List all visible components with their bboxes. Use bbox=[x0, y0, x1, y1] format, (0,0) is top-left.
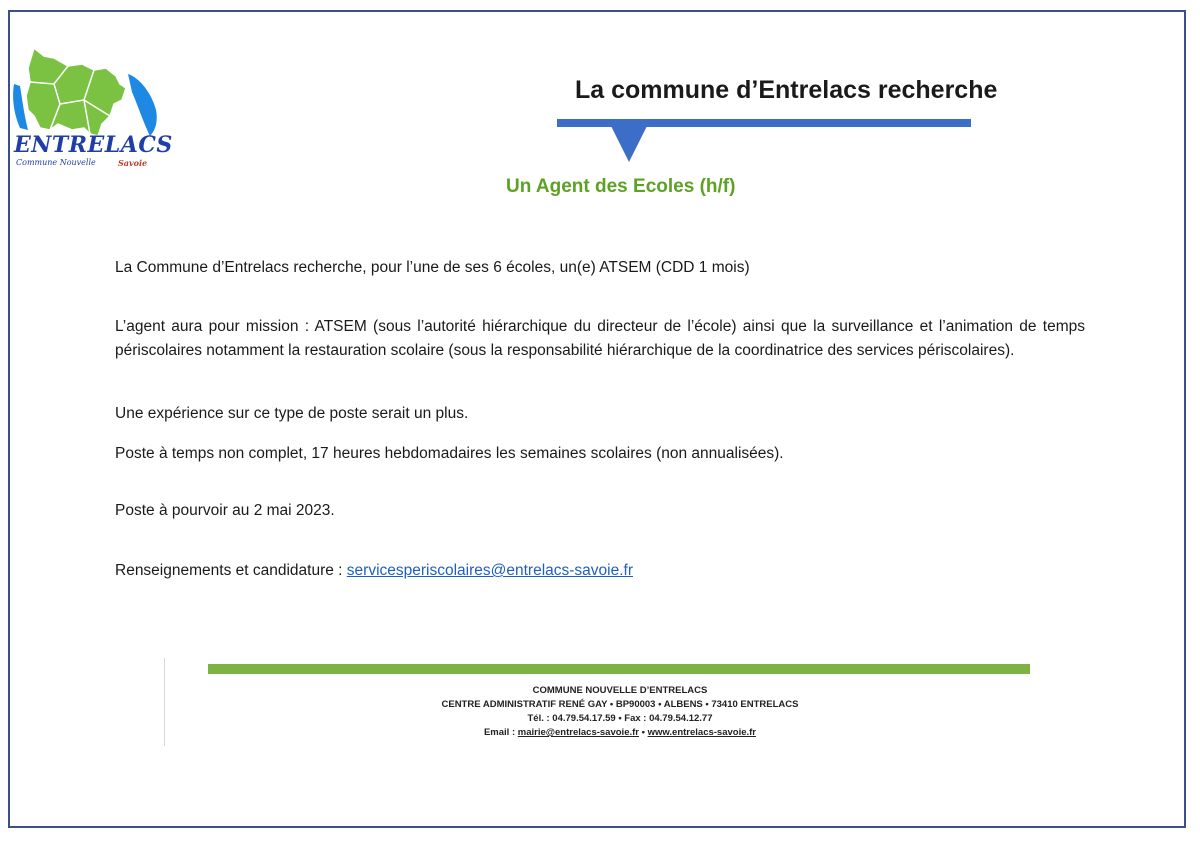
footer-green-bar bbox=[208, 664, 1030, 674]
schedule-paragraph: Poste à temps non complet, 17 heures hebdomadaires les semaines scolaires (non annualisées). bbox=[115, 445, 784, 462]
footer-website-link[interactable]: www.entrelacs-savoie.fr bbox=[647, 727, 757, 738]
mission-paragraph: L’agent aura pour mission : ATSEM (sous l’autorité hiérarchique du directeur de l’école) ainsi que la surveillance et l’animation de temps périscolaires notamment la restauration scolaire (sous la responsabilité hiérarchique de la coordinatrice des services périscolaires). bbox=[115, 318, 1085, 359]
footer-line-2: CENTRE ADMINISTRATIF RENÉ GAY • BP90003 • ALBENS • 73410 ENTRELACS bbox=[441, 699, 799, 710]
entrelacs-logo bbox=[10, 44, 173, 174]
start-date-paragraph: Poste à pourvoir au 2 mai 2023. bbox=[115, 502, 335, 519]
footer-line-3: Tél. : 04.79.54.17.59 • Fax : 04.79.54.12.77 bbox=[527, 713, 713, 724]
experience-paragraph: Une expérience sur ce type de poste serait un plus. bbox=[115, 405, 469, 422]
contact-email-link[interactable]: servicesperiscolaires@entrelacs-savoie.fr bbox=[346, 562, 634, 579]
footer-address-block bbox=[380, 684, 860, 740]
logo-wordmark: ENTRELACS bbox=[14, 132, 173, 158]
title-pointer-icon bbox=[611, 126, 647, 162]
contact-label: Renseignements et candidature : bbox=[115, 562, 347, 579]
map-logo-icon bbox=[10, 44, 162, 144]
job-title: Un Agent des Ecoles (h/f) bbox=[506, 176, 736, 197]
logo-subtitle-left: Commune Nouvelle bbox=[16, 158, 96, 167]
footer-vertical-divider bbox=[164, 658, 165, 746]
footer-separator: • bbox=[638, 727, 648, 738]
footer-line-4 bbox=[380, 726, 860, 740]
footer-email-link[interactable]: mairie@entrelacs-savoie.fr bbox=[517, 727, 639, 738]
contact-paragraph bbox=[115, 559, 1085, 583]
logo-subtitle-right: Savoie bbox=[118, 158, 148, 168]
footer-email-label: Email : bbox=[483, 727, 518, 738]
page-title: La commune d’Entrelacs recherche bbox=[575, 76, 998, 104]
intro-paragraph: La Commune d’Entrelacs recherche, pour l’une de ses 6 écoles, un(e) ATSEM (CDD 1 mois) bbox=[115, 259, 750, 276]
footer-line-1: COMMUNE NOUVELLE D’ENTRELACS bbox=[532, 685, 708, 696]
